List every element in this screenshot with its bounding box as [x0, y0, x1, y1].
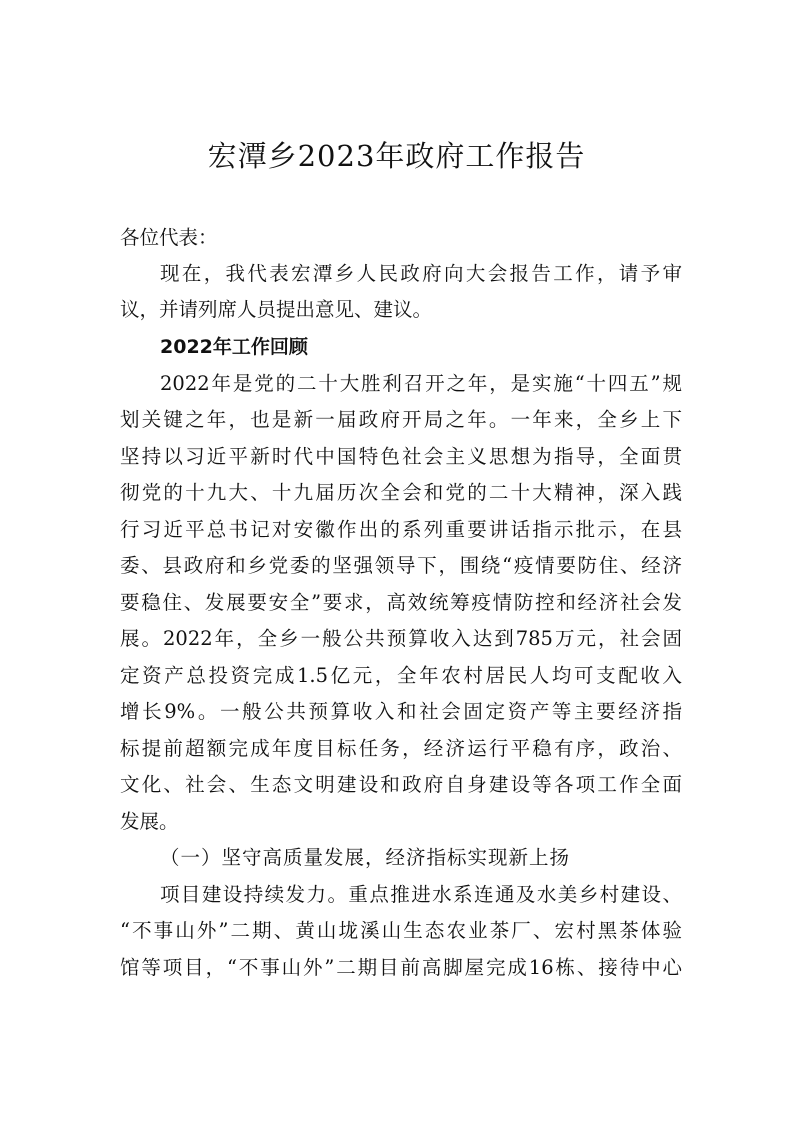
review-line: 定资产总投资完成1.5亿元，全年农村居民人均可支配收入 — [120, 664, 682, 687]
review-line: 划关键之年，也是新一届政府开局之年。一年来，全乡上下 — [120, 408, 682, 431]
review-line: 2022年是党的二十大胜利召开之年，是实施“十四五”规 — [160, 372, 682, 395]
review-line: 要稳住、发展要安全”要求，高效统筹疫情防控和经济社会发 — [120, 591, 682, 614]
projects-line: 馆等项目，“不事山外”二期目前高脚屋完成16栋、接待中心 — [120, 956, 682, 979]
review-line: 展。2022年，全乡一般公共预算收入达到785万元，社会固 — [120, 627, 682, 650]
page-title: 宏潭乡2023年政府工作报告 — [207, 139, 586, 173]
review-line: 行习近平总书记对安徽作出的系列重要讲话指示批示，在县 — [120, 518, 682, 541]
review-line: 标提前超额完成年度目标任务，经济运行平稳有序，政治、 — [120, 737, 682, 760]
projects-line: 项目建设持续发力。重点推进水系连通及水美乡村建设、 — [160, 883, 682, 906]
review-line: 彻党的十九大、十九届历次全会和党的二十大精神，深入践 — [120, 481, 682, 504]
review-line: 委、县政府和乡党委的坚强领导下，围绕“疫情要防住、经济 — [120, 554, 682, 577]
review-line: 文化、社会、生态文明建设和政府自身建设等各项工作全面 — [120, 773, 682, 796]
subheading: （一）坚守高质量发展，经济指标实现新上扬 — [160, 846, 571, 869]
review-line: 增长9%。一般公共预算收入和社会固定资产等主要经济指 — [120, 700, 682, 723]
projects-line: “不事山外”二期、黄山垅溪山生态农业茶厂、宏村黑茶体验 — [120, 919, 682, 942]
review-line: 坚持以习近平新时代中国特色社会主义思想为指导，全面贯 — [120, 445, 682, 468]
intro-line: 议，并请列席人员提出意见、建议。 — [120, 298, 433, 321]
intro-line: 现在，我代表宏潭乡人民政府向大会报告工作，请予审 — [160, 262, 682, 285]
salutation: 各位代表： — [120, 226, 218, 249]
section-heading: 2022年工作回顾 — [160, 336, 308, 358]
review-line: 发展。 — [120, 810, 179, 833]
